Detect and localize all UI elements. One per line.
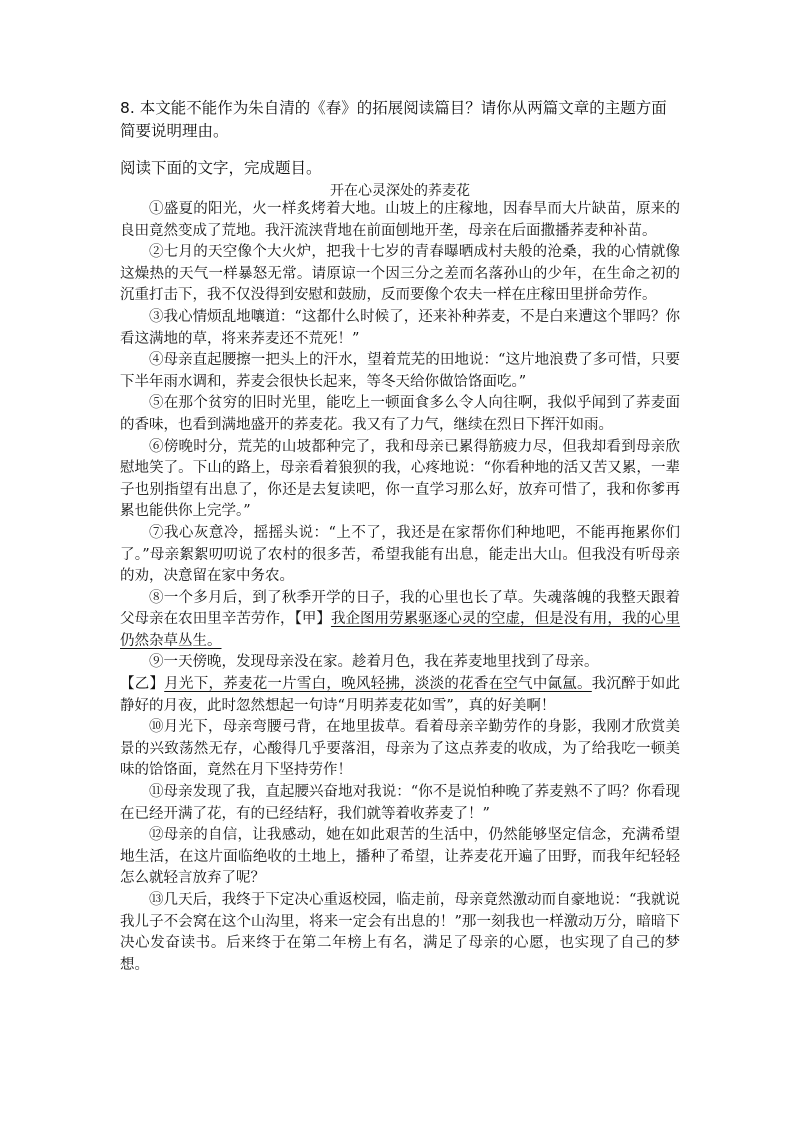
paragraph-5: ⑤在那个贫穷的旧时光里，能吃上一顿面食多么令人向往啊，我似乎闻到了荞麦面的香味，也看到满地盛开的荞麦花。我又有了力气，继续在烈日下挥汗如雨。	[120, 395, 680, 433]
paragraph-7: ⑦我心灰意冷，摇摇头说：“上不了，我还是在家帮你们种地吧，不能再拖累你们了。”母亲絮絮叨叨说了农村的很多苦，希望我能有出息，能走出大山。但我没有听母亲的劝，决意留在家中务农。	[120, 524, 680, 585]
underlined-sentence-jia: 我企图用劳累驱逐心灵的空虚，但是没有用，我的心里仍然杂草丛生。	[120, 611, 681, 649]
paragraph-2: ②七月的天空像个大火炉，把我十七岁的青春曝晒成村夫般的沧桑，我的心情就像这燥热的天气一样暴怒无常。请原谅一个因三分之差而名落孙山的少年，在生命之初的沉重打击下，我不仅没得到安慰和鼓励，反而要像个农夫一样在庄稼田里拼命劳作。	[120, 244, 680, 304]
paragraph-11: ⑪母亲发现了我，直起腰兴奋地对我说：“你不是说怕种晚了荞麦熟不了吗？你看现在已经开满了花，有的已经结籽，我们就等着收荞麦了！”	[120, 784, 680, 822]
reading-instruction: 阅读下面的文字，完成题目。	[120, 159, 322, 177]
question-8: 8. 本文能不能作为朱自清的《春》的拓展阅读篇目？请你从两篇文章的主题方面简要说明理由。	[120, 99, 667, 140]
paragraph-10: ⑩月光下，母亲弯腰弓背，在地里拔草。看着母亲辛勤劳作的身影，我刚才欣赏美景的兴致荡然无存，心酸得几乎要落泪，母亲为了这点荞麦的收成，为了给我吃一顿美味的饸饹面，竟然在月下坚持劳作！	[120, 719, 680, 779]
paragraph-9	[120, 652, 680, 674]
paragraph-6: ⑥傍晚时分，荒芜的山坡都种完了，我和母亲已累得筋疲力尽，但我却看到母亲欣慰地笑了。下山的路上，母亲看着狼狈的我，心疼地说：“你看种地的活又苦又累，一辈子也别指望有出息了，你还是去复读吧，你一直学习那么好，放弃可惜了，我和你爹再累也能供你上完学。”	[120, 438, 680, 520]
paragraph-1: ①盛夏的阳光，火一样炙烤着大地。山坡上的庄稼地，因春旱而大片缺苗，原来的良田竟然变成了荒地。我汗流浃背地在前面刨地开垄，母亲在后面撒播荞麦种补苗。	[120, 201, 680, 239]
paragraph-9-continued	[120, 674, 680, 717]
paragraph-9-tail: 我沉醉于如此静好的月夜，此时忽然想起一句诗“月明荞麦花如雪”，真的好美啊！	[120, 676, 681, 714]
marker-jia: 【甲】	[294, 611, 331, 628]
paragraph-13: ⑬几天后，我终于下定决心重返校园，临走前，母亲竟然激动而自豪地说：“我就说我儿子不会窝在这个山沟里，将来一定会有出息的！”那一刻我也一样激动万分，暗暗下决心发奋读书。后来终于在第二年榜上有名，满足了母亲的心愿，也实现了自己的梦想。	[120, 892, 680, 973]
underlined-sentence-yi: 月光下，荞麦花一片雪白，晚风轻拂，淡淡的花香在空气中氤氲。	[164, 676, 592, 693]
paragraph-8-text: ⑧一个多月后，到了秋季开学的日子，我的心里也长了草。失魂落魄的我整天跟着父母亲在农田里辛苦劳作，	[120, 589, 680, 628]
paragraph-3: ③我心情烦乱地嚷道：“这都什么时候了，还来补种荞麦，不是白来遭这个罪吗？你看这满地的草，将来荞麦还不荒死！”	[120, 308, 680, 347]
marker-yi: 【乙】	[120, 676, 165, 693]
paragraph-9-text: ⑨一天傍晚，发现母亲没在家。趁着月色，我在荞麦地里找到了母亲。	[149, 654, 599, 671]
paragraph-8	[120, 588, 680, 653]
article-title: 开在心灵深处的荞麦花	[330, 183, 470, 199]
paragraph-12: ⑫母亲的自信，让我感动，她在如此艰苦的生活中，仍然能够坚定信念，充满希望地生活，在这片面临绝收的土地上，播种了希望，让荞麦花开遍了田野，而我年纪轻轻怎么就轻言放弃了呢？	[120, 827, 680, 887]
article-body	[120, 199, 680, 976]
paragraph-4: ④母亲直起腰擦一把头上的汗水，望着荒芜的田地说：“这片地浪费了多可惜，只要下半年雨水调和，荞麦会很快长起来，等冬天给你做饸饹面吃。”	[120, 352, 680, 390]
